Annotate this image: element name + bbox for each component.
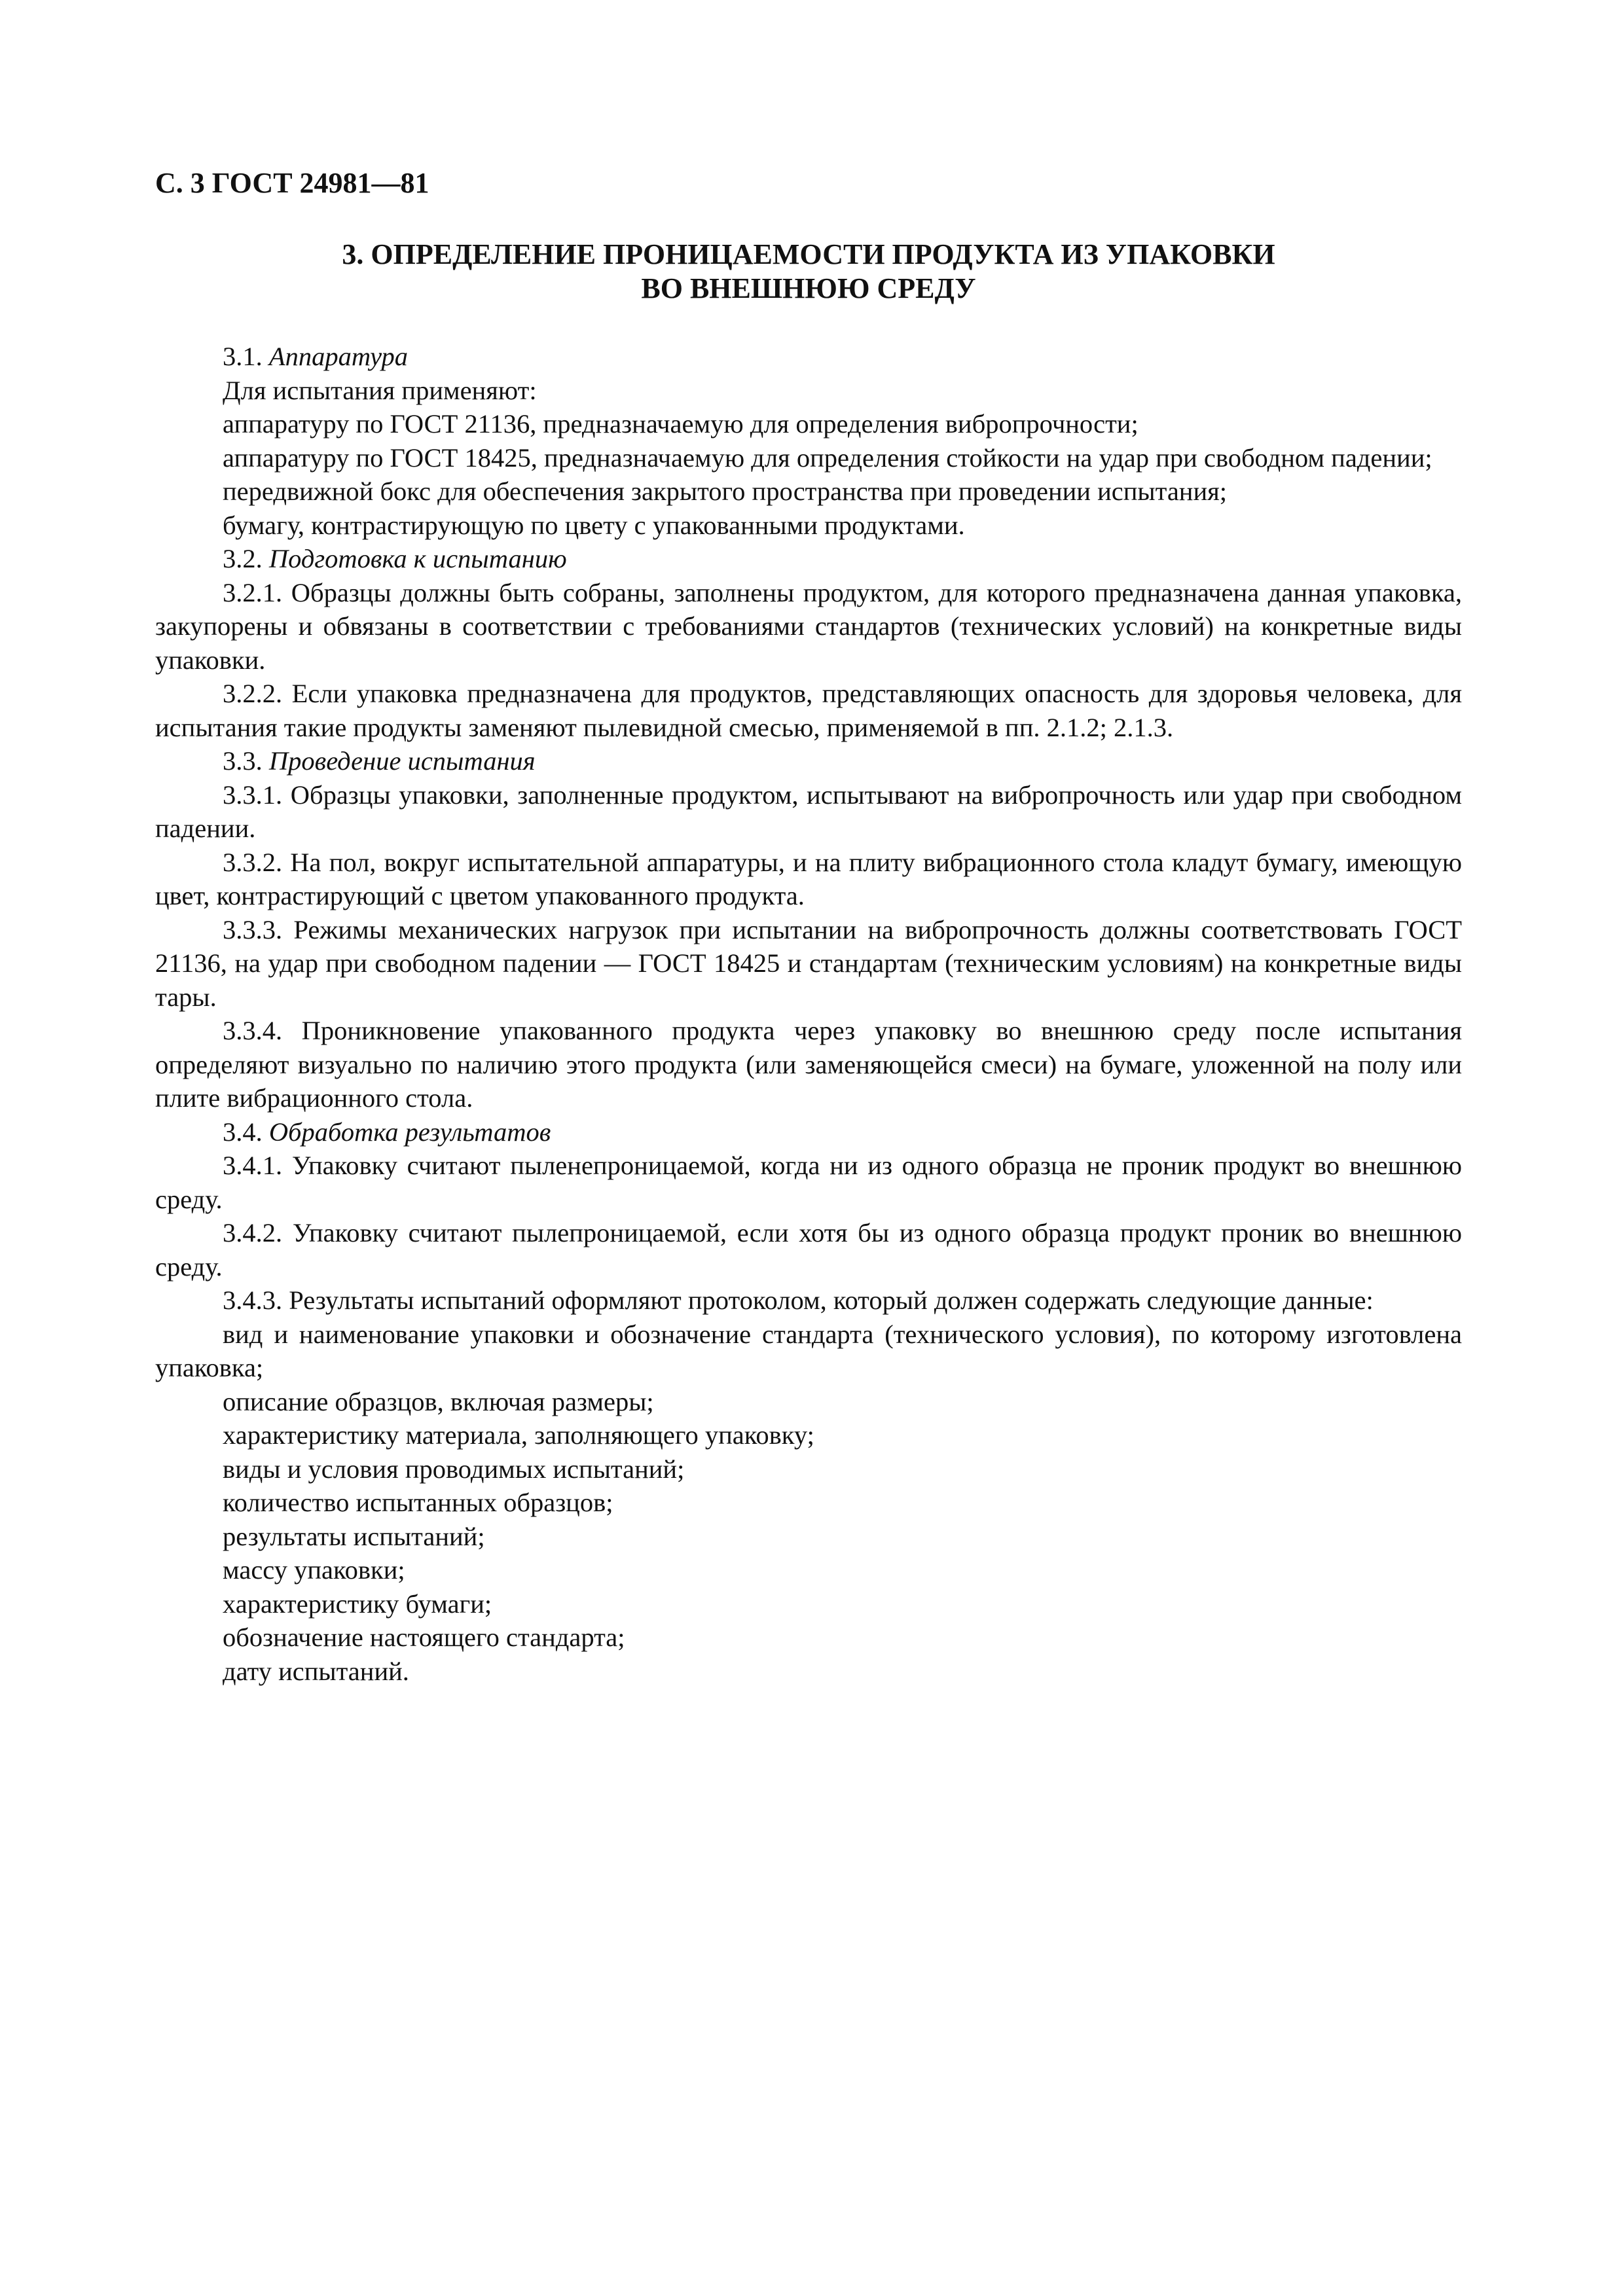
paragraph-3-3-4: 3.3.4. Проникновение упакованного продукта через упаковку во внешнюю среду после испытания определяют визуально по наличию этого продукта (или заменяющейся смеси) на бумаге, уложенной на полу или плите вибрационного стола. <box>155 1016 1462 1113</box>
section-title <box>155 238 1462 306</box>
list-item: дату испытаний. <box>223 1656 409 1686</box>
paragraph: Для испытания применяют: <box>223 375 537 405</box>
subsection-heading-3-4 <box>155 1115 1462 1149</box>
paragraph: аппаратуру по ГОСТ 18425, предназначаемую для определения стойкости на удар при свободном падении; <box>223 442 1432 473</box>
list-item: виды и условия проводимых испытаний; <box>223 1454 685 1484</box>
paragraph-3-2-1: 3.2.1. Образцы должны быть собраны, заполнены продуктом, для которого предназначена данная упаковка, закупорены и обвязаны в соответствии с требованиями стандартов (технических условий) на конкретные виды упаковки. <box>155 577 1462 675</box>
list-item: результаты испытаний; <box>223 1521 485 1551</box>
paragraph-3-4-1: 3.4.1. Упаковку считают пыленепроницаемой, когда ни из одного образца не проник продукт во внешнюю среду. <box>155 1151 1462 1214</box>
list-item: обозначение настоящего стандарта; <box>223 1623 625 1652</box>
running-head: С. 3 ГОСТ 24981—81 <box>155 167 429 199</box>
paragraph-3-4-3: 3.4.3. Результаты испытаний оформляют протоколом, который должен содержать следующие данные: <box>223 1285 1374 1315</box>
subsection-heading-3-1 <box>155 340 1462 374</box>
paragraph: бумагу, контрастирующую по цвету с упакованными продуктами. <box>223 510 965 540</box>
subsection-title: Аппаратура <box>268 342 409 371</box>
list-item: количество испытанных образцов; <box>223 1488 613 1517</box>
section-title-line-1: 3. ОПРЕДЕЛЕНИЕ ПРОНИЦАЕМОСТИ ПРОДУКТА ИЗ УПАКОВКИ <box>342 238 1275 270</box>
subsection-title: Обработка результатов <box>268 1117 551 1147</box>
section-title-line-2: ВО ВНЕШНЮЮ СРЕДУ <box>641 272 976 304</box>
list-item: характеристику бумаги; <box>223 1588 492 1619</box>
subsection-heading-3-2 <box>155 542 1462 576</box>
list-item: вид и наименование упаковки и обозначение стандарта (технического условия), по которому изготовлена упаковка; <box>155 1319 1462 1382</box>
subsection-title: Подготовка к испытанию <box>268 544 567 573</box>
paragraph: аппаратуру по ГОСТ 21136, предназначаемую для определения вибропрочности; <box>223 409 1139 439</box>
paragraph-3-2-2: 3.2.2. Если упаковка предназначена для продуктов, представляющих опасность для здоровья человека, для испытания такие продукты заменяют пылевидной смесью, применяемой в пп. 2.1.2; 2.1.3. <box>155 679 1462 742</box>
subsection-number: 3.3. <box>223 746 263 776</box>
list-item: массу упаковки; <box>223 1555 405 1585</box>
paragraph-3-3-2: 3.3.2. На пол, вокруг испытательной аппаратуры, и на плиту вибрационного стола кладут бумагу, имеющую цвет, контрастирующий с цветом упакованного продукта. <box>155 847 1462 910</box>
list-item: описание образцов, включая размеры; <box>223 1386 654 1416</box>
subsection-title: Проведение испытания <box>268 746 536 776</box>
paragraph-3-4-2: 3.4.2. Упаковку считают пылепроницаемой, если хотя бы из одного образца продукт проник во внешнюю среду. <box>155 1218 1462 1282</box>
paragraph: передвижной бокс для обеспечения закрытого пространства при проведении испытания; <box>223 476 1228 506</box>
subsection-heading-3-3 <box>155 744 1462 778</box>
document-body <box>155 340 1462 1688</box>
list-item: характеристику материала, заполняющего упаковку; <box>223 1420 814 1450</box>
subsection-number: 3.4. <box>223 1117 263 1147</box>
subsection-number: 3.2. <box>223 544 263 573</box>
paragraph-3-3-3: 3.3.3. Режимы механических нагрузок при испытании на вибропрочность должны соответствовать ГОСТ 21136, на удар при свободном падении — ГОСТ 18425 и стандартам (техническим условиям) на конкретные виды тары. <box>155 914 1462 1012</box>
paragraph-3-3-1: 3.3.1. Образцы упаковки, заполненные продуктом, испытывают на вибропрочность или удар при свободном падении. <box>155 780 1462 843</box>
subsection-number: 3.1. <box>223 342 263 371</box>
